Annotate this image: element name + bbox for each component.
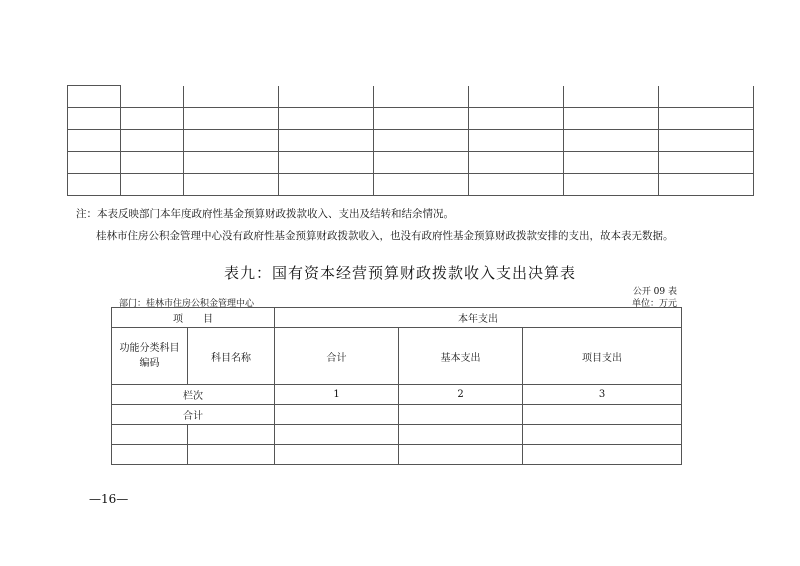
table-cell — [523, 425, 682, 445]
state-capital-budget-table — [111, 307, 682, 465]
table-cell — [279, 86, 374, 108]
table-cell — [564, 152, 659, 174]
row-total-label: 合计 — [112, 405, 275, 425]
table-cell — [184, 108, 279, 130]
table-row — [68, 152, 754, 174]
total-row — [112, 405, 682, 425]
table-cell — [374, 174, 469, 196]
header-row — [112, 308, 682, 328]
table-cell — [121, 86, 184, 108]
table-cell — [523, 445, 682, 465]
table-cell — [121, 130, 184, 152]
table-cell — [469, 152, 564, 174]
table-cell — [184, 86, 279, 108]
table-cell — [121, 108, 184, 130]
col-total: 合计 — [275, 328, 399, 385]
table-cell — [469, 130, 564, 152]
note-line-1: 注：本表反映部门本年度政府性基金预算财政拨款收入、支出及结转和结余情况。 — [76, 208, 454, 220]
table-row — [112, 445, 682, 465]
table-cell — [659, 130, 754, 152]
table-cell — [469, 174, 564, 196]
table-row — [112, 425, 682, 445]
table-cell — [279, 174, 374, 196]
table-cell — [279, 108, 374, 130]
table-cell — [374, 152, 469, 174]
table-cell — [399, 445, 523, 465]
table-row — [68, 130, 754, 152]
col-func-code: 功能分类科目编码 — [112, 328, 188, 385]
table-cell — [184, 130, 279, 152]
table-cell — [564, 86, 659, 108]
table-row — [68, 108, 754, 130]
table-cell — [68, 174, 121, 196]
prev-table-fragment — [67, 85, 754, 196]
table-cell — [121, 152, 184, 174]
table-cell — [275, 445, 399, 465]
note-line-2: 桂林市住房公积金管理中心没有政府性基金预算财政拨款收入，也没有政府性基金预算财政拨款安排的支出，故本表无数据。 — [96, 230, 674, 242]
table-title: 表九：国有资本经营预算财政拨款收入支出决算表 — [223, 264, 576, 282]
table-cell — [399, 405, 523, 425]
table-cell — [564, 174, 659, 196]
table-cell — [68, 152, 121, 174]
table-cell — [564, 130, 659, 152]
col-project: 项目支出 — [523, 328, 682, 385]
header-item: 项 目 — [112, 308, 275, 328]
table-cell — [279, 152, 374, 174]
seq-total: 1 — [275, 385, 399, 405]
seq-project: 3 — [523, 385, 682, 405]
seq-row — [112, 385, 682, 405]
seq-basic: 2 — [399, 385, 523, 405]
table-cell — [112, 445, 188, 465]
table-cell — [374, 86, 469, 108]
table-cell — [659, 174, 754, 196]
table-row — [68, 174, 754, 196]
table-cell — [659, 152, 754, 174]
table-cell — [279, 130, 374, 152]
table-cell — [184, 174, 279, 196]
table-cell — [188, 425, 275, 445]
table-cell — [68, 86, 121, 108]
table-cell — [469, 108, 564, 130]
table-code: 公开 09 表 — [632, 287, 677, 297]
page-number: —16— — [89, 492, 129, 506]
table-cell — [121, 174, 184, 196]
department-label: 部门：桂林市住房公积金管理中心 — [119, 299, 255, 309]
unit-label: 单位：万元 — [631, 299, 677, 309]
table-cell — [374, 108, 469, 130]
col-subject-name: 科目名称 — [188, 328, 275, 385]
table-cell — [659, 86, 754, 108]
table-cell — [275, 405, 399, 425]
col-basic: 基本支出 — [399, 328, 523, 385]
table-cell — [399, 425, 523, 445]
table-cell — [188, 445, 275, 465]
row-seq-label: 栏次 — [112, 385, 275, 405]
table-cell — [469, 86, 564, 108]
table-cell — [112, 425, 188, 445]
table-cell — [68, 130, 121, 152]
table-cell — [184, 152, 279, 174]
table-cell — [374, 130, 469, 152]
table-cell — [523, 405, 682, 425]
table-cell — [275, 425, 399, 445]
table-cell — [659, 108, 754, 130]
table-cell — [68, 108, 121, 130]
table-row — [68, 86, 754, 108]
table-cell — [564, 108, 659, 130]
header-current-year: 本年支出 — [275, 308, 682, 328]
header-row — [112, 328, 682, 385]
